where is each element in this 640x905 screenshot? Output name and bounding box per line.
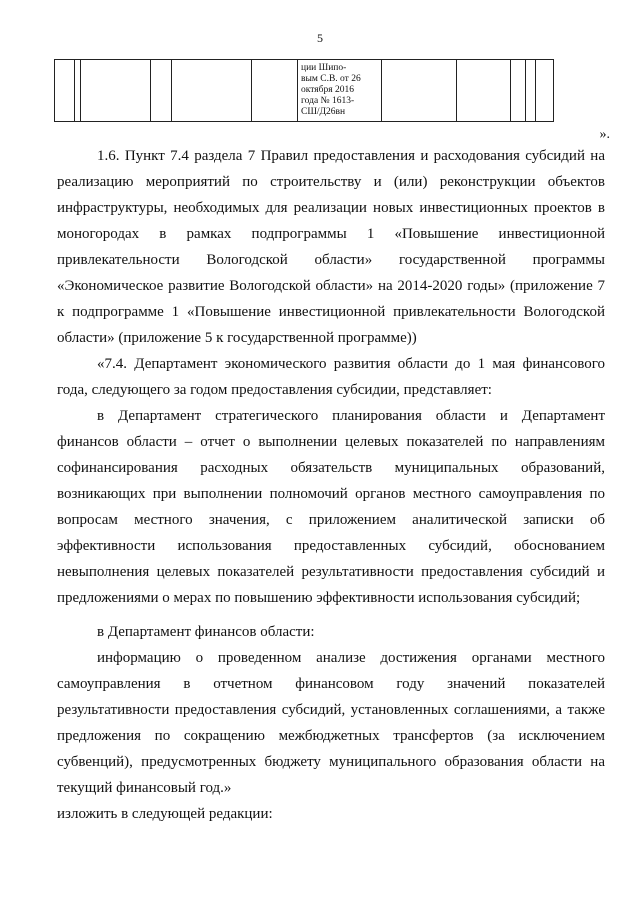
paragraph-item-1-6: 1.6. Пункт 7.4 раздела 7 Правил предоставления и расходования субсидий на реализацию мероприятий по строительству и (или) реконструкции объектов инфраструктуры, необходимых для реализации новых инвестиционных проектов в моногородах в рамках подпрограммы 1 «Повышение инвестиционной привлекательности Вологодской области» государственной программы «Экономическое развитие Вологодской области» на 2014-2020 годы» (приложение 7 к подпрограмме 1 «Повышение инвестиционной привлекательности Вологодской области» (приложение 5 к государственной программе)) bbox=[57, 148, 605, 346]
table-column-divider bbox=[150, 60, 151, 121]
table-column-divider bbox=[535, 60, 536, 121]
table-note-line: ции Шипо- bbox=[301, 63, 347, 73]
table-cell-note bbox=[301, 63, 381, 118]
table-column-divider bbox=[456, 60, 457, 121]
closing-quote: ». bbox=[599, 127, 610, 142]
paragraph-amend-instruction: изложить в следующей редакции: bbox=[57, 806, 273, 822]
table-note-line: октября 2016 bbox=[301, 85, 354, 95]
paragraph-report-strategic: в Департамент стратегического планирования области и Департамент финансов области – отчет о выполнении целевых показателей по направлениям софинансирования расходных обязательств муниципальных образований, возникающих при выполнении полномочий органов местного самоуправления по вопросам местного значения, с приложением аналитической записки об эффективности использования предоставленных субсидий, обоснованием невыполнения целевых показателей результативности предоставления субсидий и предложениями о мерах по повышению эффективности использования субсидий; bbox=[57, 408, 605, 606]
table-column-divider bbox=[381, 60, 382, 121]
page-number: 5 bbox=[317, 31, 323, 45]
table-column-divider bbox=[80, 60, 81, 121]
table-column-divider bbox=[510, 60, 511, 121]
table-column-divider bbox=[297, 60, 298, 121]
table-note-line: СШ/Д26вн bbox=[301, 107, 346, 117]
paragraph-7-4-intro: «7.4. Департамент экономического развития области до 1 мая финансового года, следующего за годом предоставления субсидии, представляет: bbox=[57, 356, 605, 398]
table-column-divider bbox=[74, 60, 75, 121]
table-column-divider bbox=[525, 60, 526, 121]
table-column-divider bbox=[251, 60, 252, 121]
table-fragment bbox=[54, 59, 554, 122]
table-note-line: года № 1613- bbox=[301, 96, 355, 106]
paragraph-finance-dept: в Департамент финансов области: bbox=[97, 624, 315, 640]
table-column-divider bbox=[171, 60, 172, 121]
table-note-line: вым С.В. от 26 bbox=[301, 74, 361, 84]
paragraph-analysis-info: информацию о проведенном анализе достижения органами местного самоуправления в отчетном финансовом году значений показателей результативности предоставления субсидий, установленных соглашениями, а также предложения по сокращению межбюджетных трансфертов (за исключением субвенций), предусмотренных бюджету муниципального образования области на текущий финансовый год.» bbox=[57, 650, 605, 796]
